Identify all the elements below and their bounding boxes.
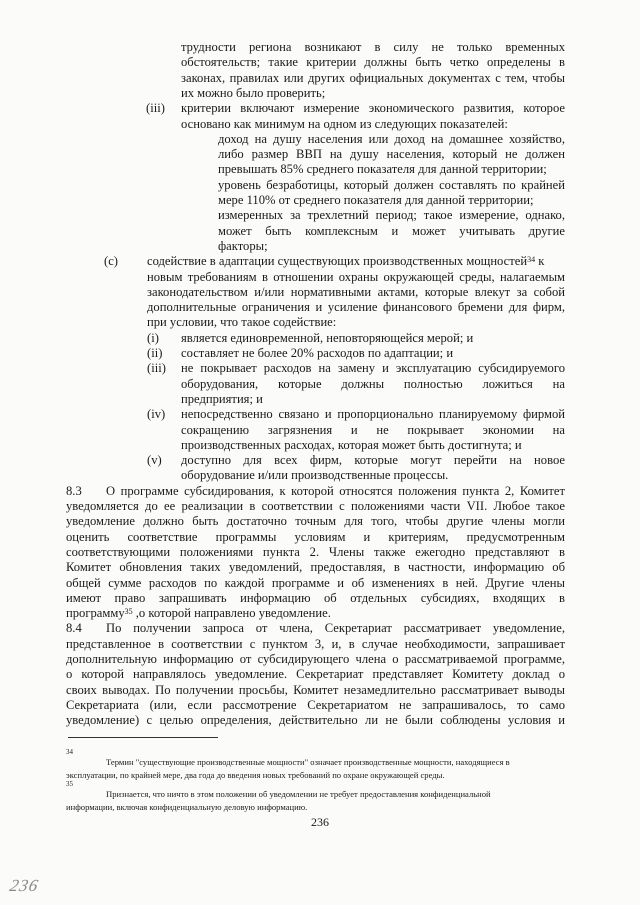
footnote-text: информации, включая конфиденциальную деловую информацию. — [66, 802, 308, 813]
list-marker: (i) — [147, 330, 159, 345]
page-number: 236 — [311, 814, 329, 829]
list-marker: (iii) — [146, 101, 165, 116]
text-line: доступно для всех фирм, которые могут перейти на новое — [181, 453, 565, 468]
footnote-text: эксплуатации, по крайней мере, два года до введения новых требований по охране окружающей среды. — [66, 770, 445, 781]
text-line: имеют право запрашивать информацию об отдельных субсидиях, входящих в — [66, 590, 565, 605]
text-line: факторы; — [218, 238, 268, 253]
text-line: своих выводах. По получении просьбы, Комитет незамедлительно рассматривает выводы — [66, 682, 565, 697]
text-line: оборудование и/или производственные процессы. — [181, 468, 449, 483]
text-line: непосредственно связано и пропорционально планируемому фирмой — [181, 407, 565, 422]
text-line: дополнительные ограничения и усиление финансового бремени для фирм, — [147, 300, 565, 315]
paragraph-number: 8.4 — [66, 621, 82, 636]
text-line: сокращению загрязнения и не покрывает экономии на — [181, 422, 565, 437]
text-line: критерии включают измерение экономического развития, которое — [181, 101, 565, 116]
text-line: трудности региона возникают в силу не только временных — [181, 40, 565, 54]
footnote-text: Термин "существующие производственные мощности" означает производственные мощности, находящиеся в — [106, 757, 510, 768]
footnote-separator — [68, 737, 218, 738]
text-line: измеренных за трехлетний период; такое измерение, однако, — [218, 208, 565, 223]
text-line: уведомление) с целью определения, действительно ли не были соблюдены условия и — [66, 713, 565, 728]
footnote-text: Признается, что ничто в этом положении об уведомлении не требует предоставления конфиденциальной — [106, 789, 491, 800]
text-line: новым требованиям в отношении охраны окружающей среды, налагаемым — [147, 269, 565, 284]
text-line: не покрывает расходов на замену и эксплуатацию субсидируемого — [181, 361, 565, 376]
footnote-mark: 34 — [66, 747, 73, 756]
text-line: О программе субсидирования, к которой относятся положения пункта 2, Комитет — [106, 483, 565, 498]
footnote-ref: 35 — [124, 607, 133, 617]
text-line: предприятия; и — [181, 391, 263, 406]
list-marker: (v) — [147, 453, 162, 468]
footnote-ref: 34 — [527, 255, 536, 265]
text-line: при условии, что такое содействие: — [147, 315, 337, 330]
text-line: составляет не более 20% расходов по адаптации; и — [181, 346, 454, 360]
text-line — [147, 254, 565, 270]
text-line: уведомление должно быть достаточно точным для того, чтобы другие члены могли — [66, 514, 565, 529]
text-line: По получении запроса от члена, Секретариат рассматривает уведомление, — [106, 621, 565, 636]
text-line: уведомляется до ее реализации в соответствии с положениями части VII. Любое такое — [66, 499, 565, 513]
text-line: основано как минимум на одном из следующих показателей: — [181, 116, 508, 131]
text-line: производственных расходах, которая может быть достигнута; и — [181, 437, 522, 452]
text-line: законах, правилах или других официальных документах с тем, чтобы — [181, 70, 565, 85]
text-run: содействие в адаптации существующих производственных мощностей — [147, 254, 528, 269]
text-line: соответствующими положениями пункта 2. Члены также ежегодно представляют в — [66, 544, 565, 559]
footnote-mark: 35 — [66, 779, 73, 788]
text-line: оценить соответствие программы условиям и критериям, предусмотренным — [66, 529, 565, 544]
text-line: их можно было проверить; — [181, 85, 326, 100]
list-marker: (c) — [104, 254, 118, 269]
paragraph-number: 8.3 — [66, 483, 82, 498]
text-line: общей сумме расходов по каждой программе и об изменениях в ней. Другие члены — [66, 575, 565, 590]
text-line: дополнительную информацию от субсидирующего члена о рассматриваемой программе, — [66, 652, 565, 666]
text-line: Секретариата (или, если рассмотрение Секретариатом не запрашивалось, то само — [66, 697, 565, 712]
text-line: обстоятельств; такие критерии должны быть четко определены в — [181, 55, 565, 70]
text-line — [66, 606, 331, 622]
handwritten-page-number: 236 — [8, 876, 41, 895]
text-line: о которой направлялось уведомление. Секретариат представляет Комитету доклад о — [66, 667, 565, 682]
text-line: законодательством и/или нормативными актами, которые влекут за собой — [147, 284, 565, 299]
text-line: уровень безработицы, который должен составлять по крайней — [218, 177, 565, 192]
list-marker: (ii) — [147, 346, 163, 360]
list-marker: (iv) — [147, 407, 166, 422]
text-line: представленное в соответствии с пунктом 3, и, в случае необходимости, запрашивает — [66, 636, 565, 651]
text-run: программу — [66, 606, 125, 621]
list-marker: (iii) — [147, 361, 166, 376]
text-line: доход на душу населения или доход на домашнее хозяйство, — [218, 131, 565, 146]
text-line: либо размер ВВП на душу населения, который не должен — [218, 147, 565, 162]
text-line: превышать 85% среднего показателя для данной территории; — [218, 162, 547, 177]
text-line: является единовременной, неповторяющейся мерой; и — [181, 330, 474, 345]
text-run: ,о которой направлено уведомление. — [135, 606, 331, 621]
text-run: к — [538, 254, 545, 269]
text-line: может быть комплексным и может учитывать другие — [218, 223, 565, 238]
text-line: оборудования, которые должны полностью ложиться на — [181, 376, 565, 391]
text-line: мере 110% от среднего показателя для данной территории; — [218, 193, 534, 207]
text-line: Комитет обновления таких уведомлений, предоставляя, в частности, информацию об — [66, 560, 565, 575]
